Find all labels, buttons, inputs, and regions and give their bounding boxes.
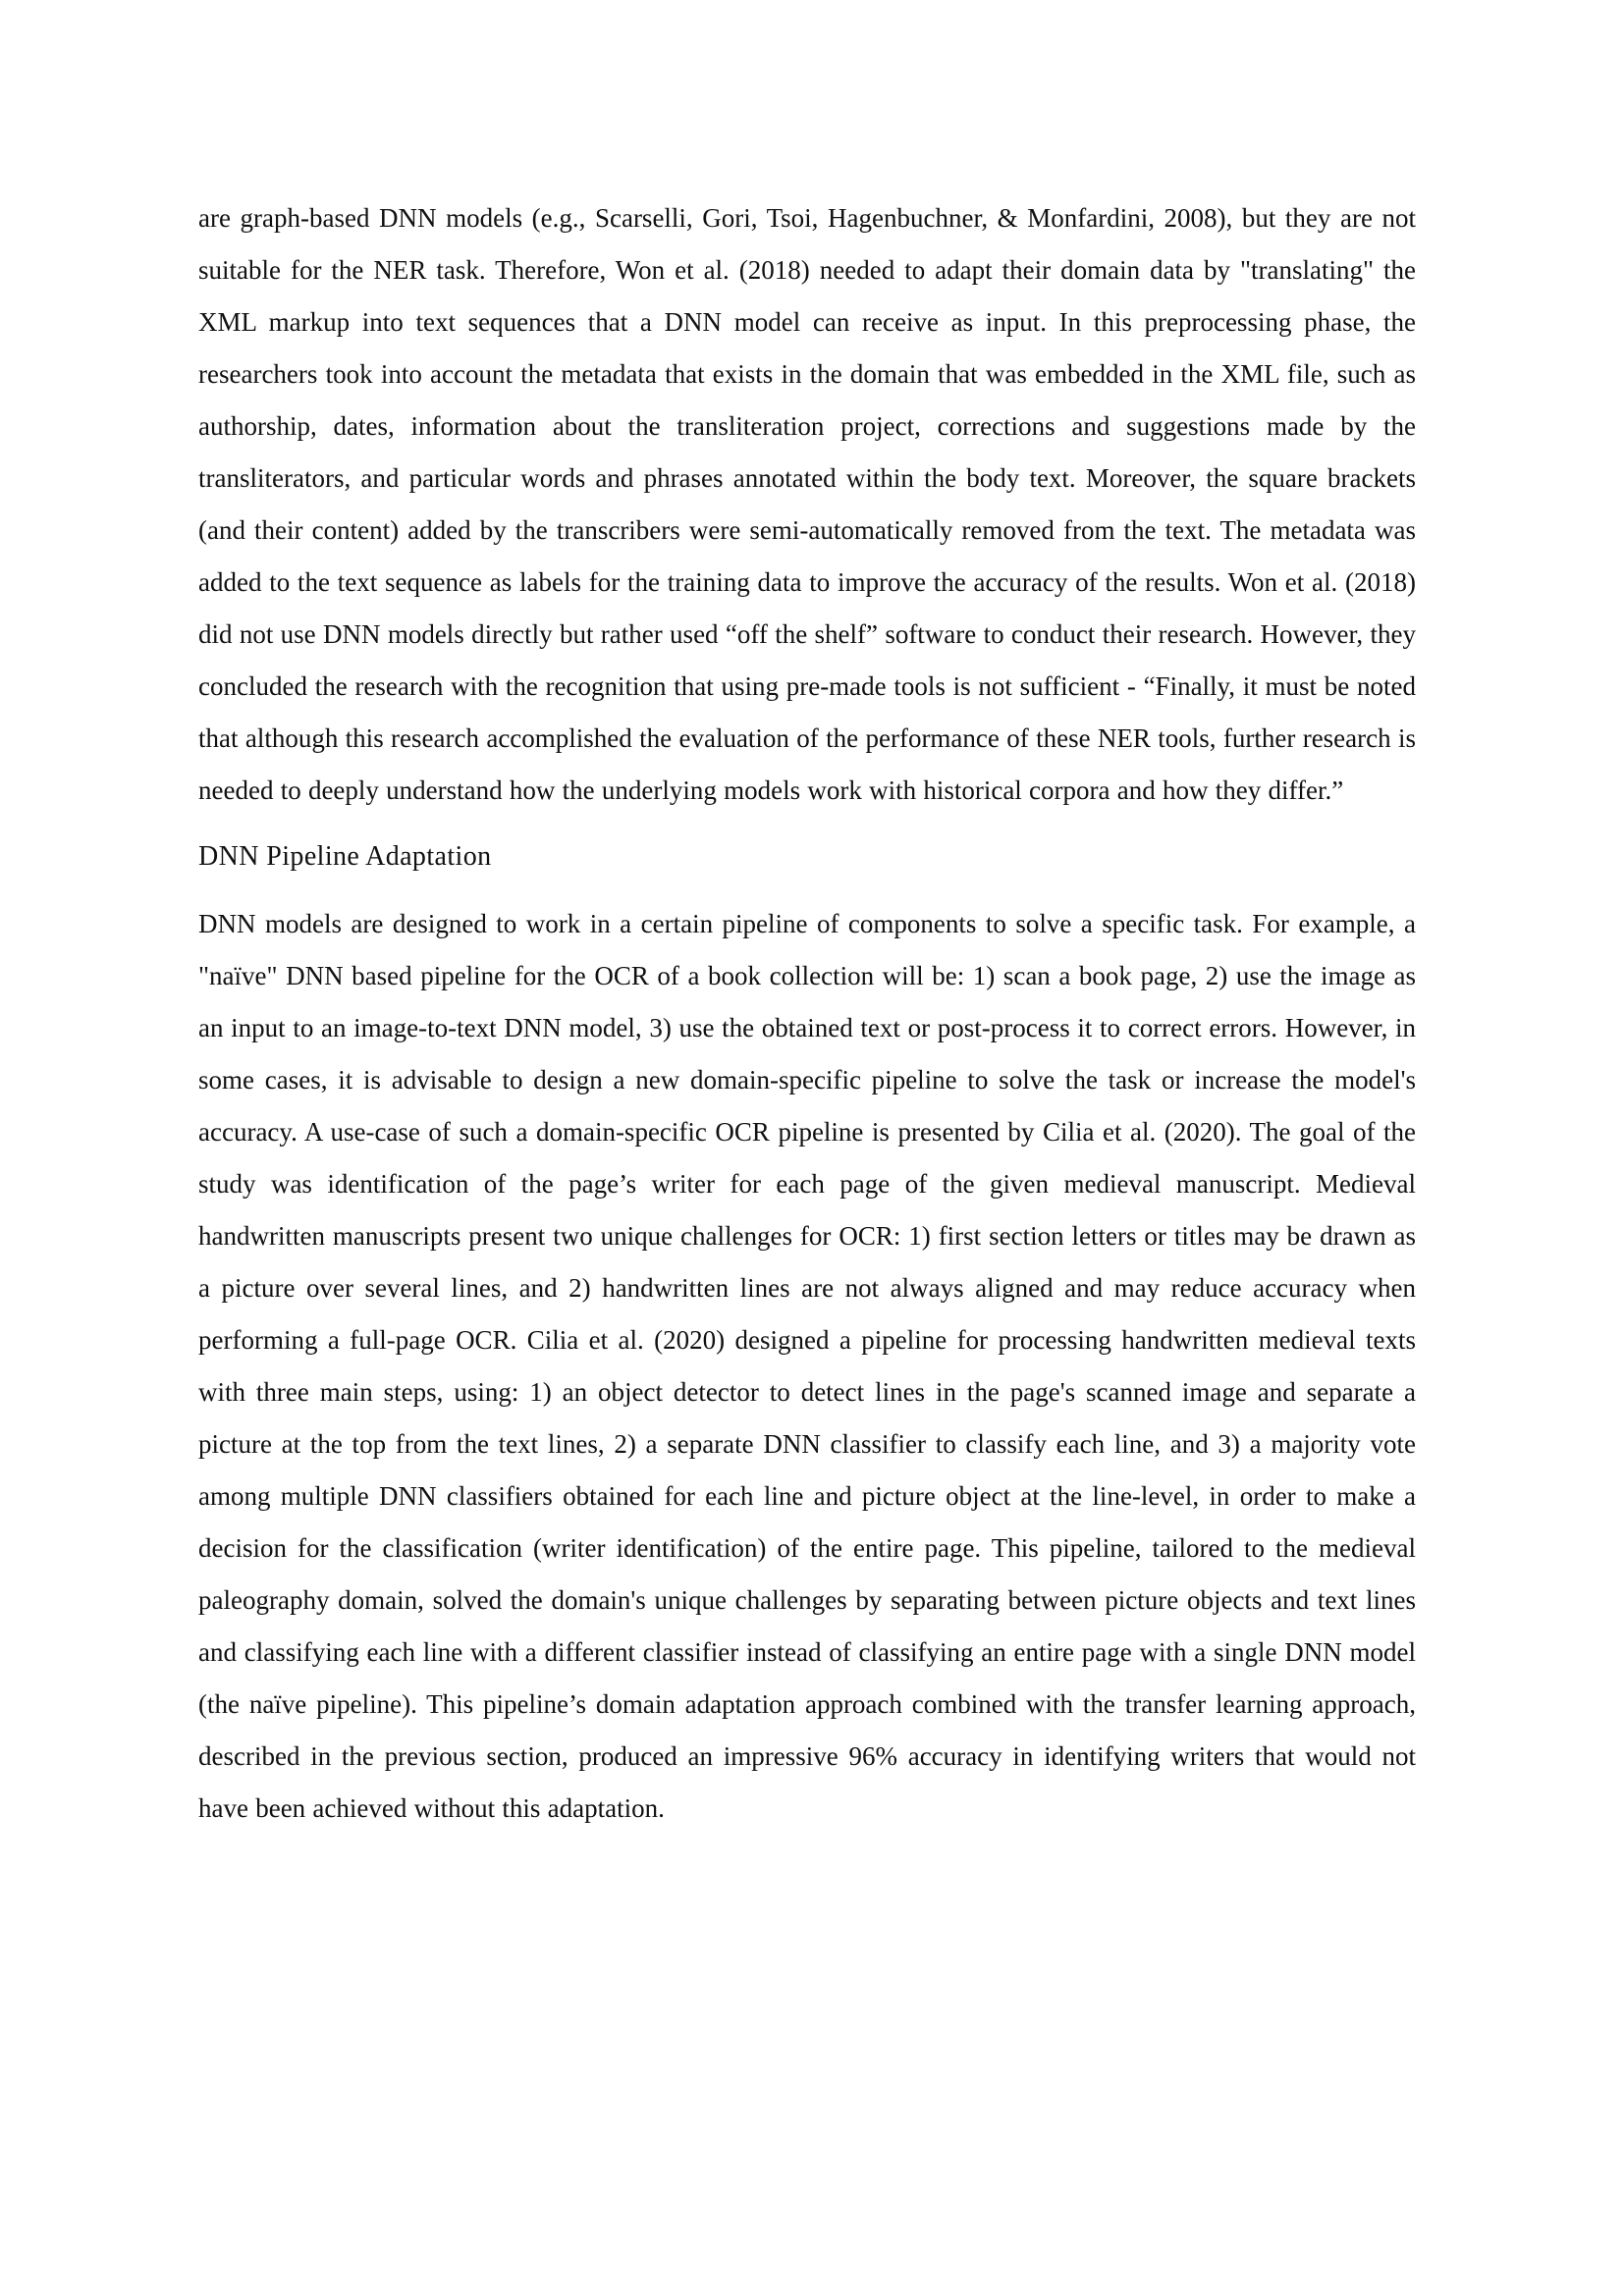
section-heading: DNN Pipeline Adaptation	[198, 841, 492, 872]
body-paragraph-2: DNN models are designed to work in a certain pipeline of components to solve a specific task. For example, a "naïve" DNN based pipeline for the OCR of a book collection will be: 1) scan a book page, 2) use the image as an input to an image-to-text DNN model, 3) use the obtained text or post-process it to correct errors. However, in some cases, it is advisable to design a new domain-specific pipeline to solve the task or increase the model's accuracy. A use-case of such a domain-specific OCR pipeline is presented by Cilia et al. (2020). The goal of the study was identification of the page’s writer for each page of the given medieval manuscript. Medieval handwritten manuscripts present two unique challenges for OCR: 1) first section letters or titles may be drawn as a picture over several lines, and 2) handwritten lines are not always aligned and may reduce accuracy when performing a full-page OCR. Cilia et al. (2020) designed a pipeline for processing handwritten medieval texts with three main steps, using: 1) an object detector to detect lines in the page's scanned image and separate a picture at the top from the text lines, 2) a separate DNN classifier to classify each line, and 3) a majority vote among multiple DNN classifiers obtained for each line and picture object at the line-level, in order to make a decision for the classification (writer identification) of the entire page. This pipeline, tailored to the medieval paleography domain, solved the domain's unique challenges by separating between picture objects and text lines and classifying each line with a different classifier instead of classifying an entire page with a single DNN model (the naïve pipeline). This pipeline’s domain adaptation approach combined with the transfer learning approach, described in the previous section, produced an impressive 96% accuracy in identifying writers that would not have been achieved without this adaptation.	[198, 909, 1416, 1823]
document-page	[198, 192, 1416, 1835]
body-paragraph-1: are graph-based DNN models (e.g., Scarselli, Gori, Tsoi, Hagenbuchner, & Monfardini, 2008), but they are not suitable for the NER task. Therefore, Won et al. (2018) needed to adapt their domain data by "translating" the XML markup into text sequences that a DNN model can receive as input. In this preprocessing phase, the researchers took into account the metadata that exists in the domain that was embedded in the XML file, such as authorship, dates, information about the transliteration project, corrections and suggestions made by the transliterators, and particular words and phrases annotated within the body text. Moreover, the square brackets (and their content) added by the transcribers were semi-automatically removed from the text. The metadata was added to the text sequence as labels for the training data to improve the accuracy of the results. Won et al. (2018) did not use DNN models directly but rather used “off the shelf” software to conduct their research. However, they concluded the research with the recognition that using pre-made tools is not sufficient - “Finally, it must be noted that although this research accomplished the evaluation of the performance of these NER tools, further research is needed to deeply understand how the underlying models work with historical corpora and how they differ.”	[198, 203, 1416, 805]
